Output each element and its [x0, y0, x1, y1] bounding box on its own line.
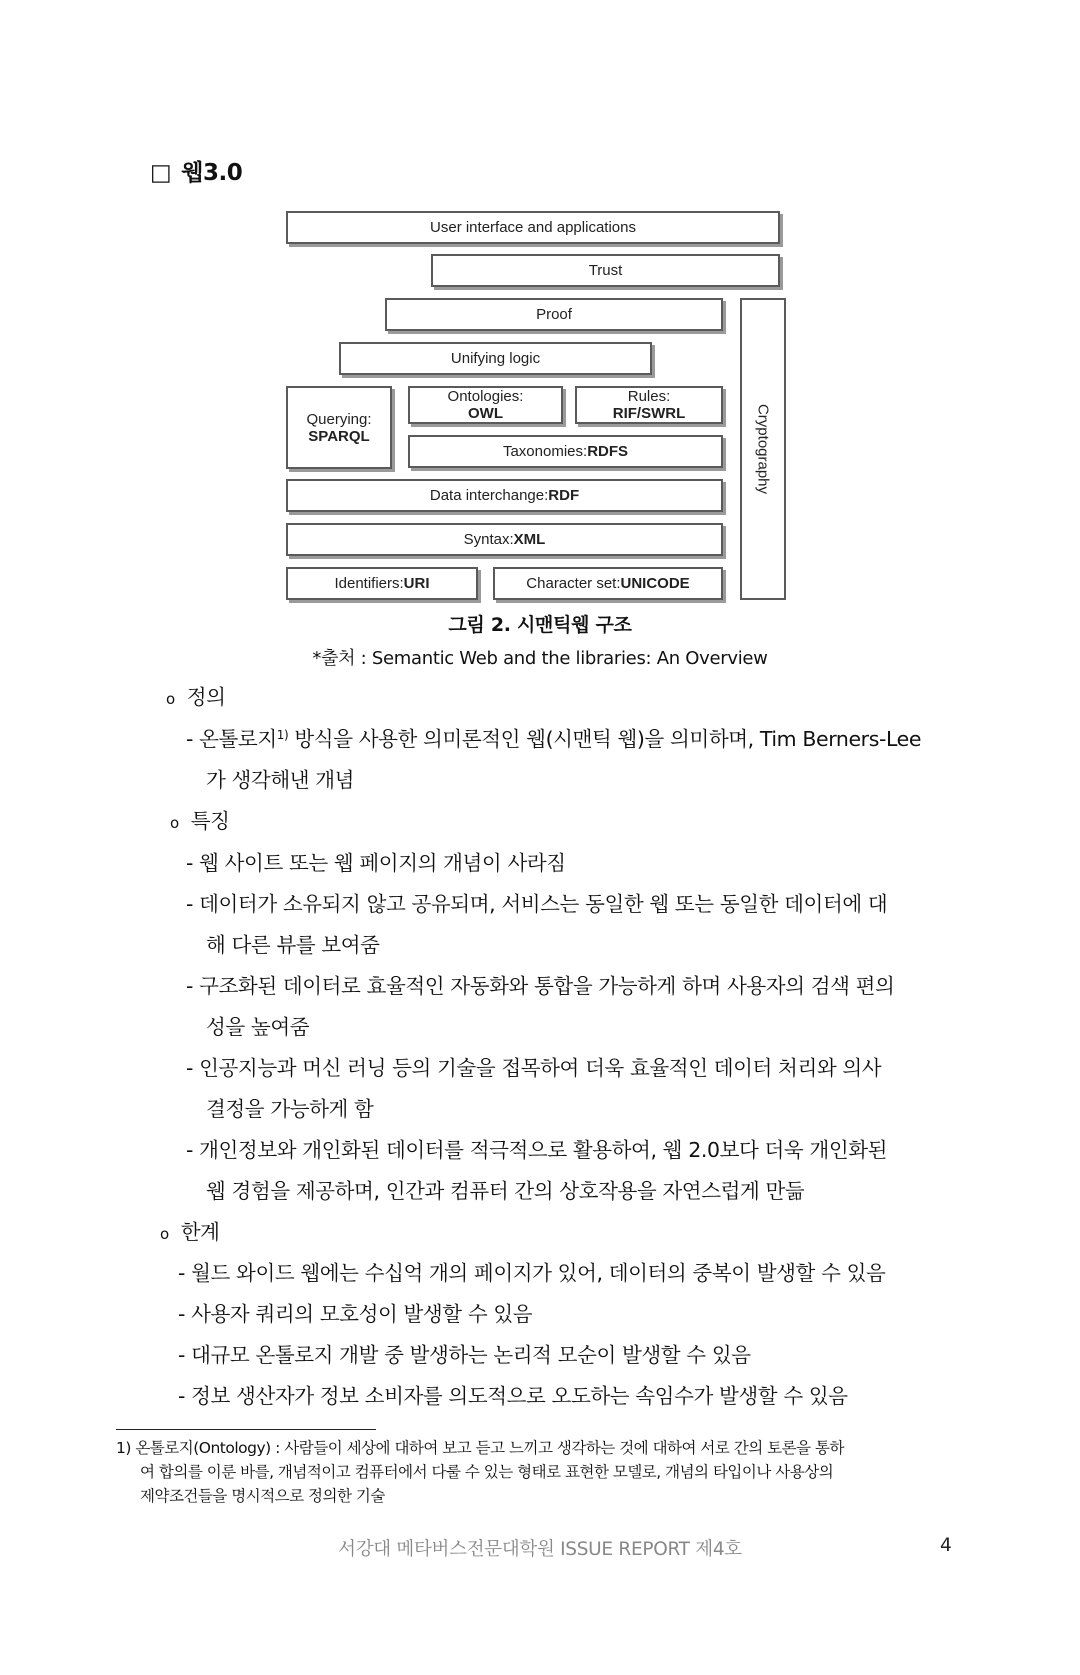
feature-line: 웹 경험을 제공하며, 인간과 컴퓨터 간의 상호작용을 자연스럽게 만듦 — [206, 1179, 805, 1203]
bullet-icon: o — [166, 690, 175, 708]
limits-title: 한계 — [180, 1220, 220, 1244]
section-title: 웹3.0 — [181, 160, 243, 186]
layer-querying — [286, 386, 392, 469]
section-heading — [150, 154, 242, 187]
layer-label: Taxonomies: — [502, 443, 588, 460]
layer-label: Proof — [536, 306, 572, 323]
feature-line: - 인공지능과 머신 러닝 등의 기술을 접목하여 더욱 효율적인 데이터 처리와 의사 — [186, 1056, 882, 1080]
limits-heading — [160, 1215, 220, 1245]
layer-label-vertical: Cryptography — [754, 403, 772, 495]
layer-label-bold: SPARQL — [308, 427, 370, 445]
layer-label-bold: XML — [513, 531, 546, 548]
limit-line: - 대규모 온톨로지 개발 중 발생하는 논리적 모순이 발생할 수 있음 — [178, 1343, 751, 1367]
checkbox-square-icon: □ — [150, 160, 172, 186]
layer-label-bold: OWL — [468, 405, 503, 422]
definition-text: - 온톨로지 — [186, 727, 277, 751]
layer-label: Unifying logic — [450, 350, 541, 367]
layer-label-bold: UNICODE — [620, 575, 690, 592]
layer-label: Ontologies: — [447, 388, 524, 405]
layer-label: Syntax: — [463, 531, 514, 548]
page-footer: 서강대 메타버스전문대학원 ISSUE REPORT 제4호 — [338, 1539, 742, 1560]
bullet-icon: o — [160, 1225, 169, 1243]
footnote-ref[interactable]: 1) — [276, 728, 289, 742]
layer-label: Querying: — [306, 410, 372, 428]
layer-label: Trust — [588, 262, 623, 279]
layer-character-set — [493, 567, 723, 600]
footnote-line: 제약조건들을 명시적으로 정의한 기술 — [140, 1487, 385, 1505]
feature-line: 해 다른 뷰를 보여줌 — [206, 933, 380, 957]
page-number: 4 — [940, 1535, 952, 1556]
layer-label: Identifiers: — [334, 575, 404, 592]
definition-line — [186, 722, 921, 752]
layer-user-interface — [286, 211, 780, 244]
footnote-line: 여 합의를 이룬 바를, 개념적이고 컴퓨터에서 다룰 수 있는 형태로 표현한 모델로, 개념의 타입이나 사용상의 — [140, 1463, 834, 1481]
layer-identifiers — [286, 567, 478, 600]
feature-line: 결정을 가능하게 함 — [206, 1097, 374, 1121]
footnote-line: 1) 온톨로지(Ontology) : 사람들이 세상에 대하여 보고 듣고 느끼고 생각하는 것에 대하여 서로 간의 토론을 통하 — [116, 1439, 844, 1457]
bullet-icon: o — [170, 814, 179, 832]
features-title: 특징 — [190, 809, 230, 833]
layer-trust — [431, 254, 780, 287]
feature-line: - 웹 사이트 또는 웹 페이지의 개념이 사라짐 — [186, 851, 566, 875]
limit-line: - 월드 와이드 웹에는 수십억 개의 페이지가 있어, 데이터의 중복이 발생할 수 있음 — [178, 1261, 886, 1285]
layer-label-bold: RDF — [548, 487, 580, 504]
layer-label: Rules: — [627, 388, 671, 405]
layer-ontologies — [408, 386, 563, 424]
feature-line: - 데이터가 소유되지 않고 공유되며, 서비스는 동일한 웹 또는 동일한 데이터에 대 — [186, 892, 888, 916]
layer-taxonomies — [408, 435, 723, 468]
definition-text: 방식을 사용한 의미론적인 웹(시맨틱 웹)을 의미하며, Tim Berners-Lee — [288, 727, 922, 751]
feature-line: 성을 높여줌 — [206, 1015, 310, 1039]
semantic-web-stack-figure — [286, 211, 788, 603]
feature-line: - 개인정보와 개인화된 데이터를 적극적으로 활용하여, 웹 2.0보다 더욱 개인화된 — [186, 1138, 888, 1162]
layer-rules — [575, 386, 723, 424]
feature-line: - 구조화된 데이터로 효율적인 자동화와 통합을 가능하게 하며 사용자의 검색 편의 — [186, 974, 895, 998]
figure-source: *출처 : Semantic Web and the libraries: An Overview — [312, 648, 768, 669]
layer-label: Data interchange: — [429, 487, 549, 504]
limit-line: - 정보 생산자가 정보 소비자를 의도적으로 오도하는 속임수가 발생할 수 있음 — [178, 1384, 848, 1408]
definition-line: 가 생각해낸 개념 — [206, 768, 355, 792]
layer-syntax — [286, 523, 723, 556]
layer-cryptography — [740, 298, 786, 600]
layer-label: User interface and applications — [430, 219, 636, 236]
layer-proof — [385, 298, 723, 331]
figure-caption: 그림 2. 시맨틱웹 구조 — [448, 614, 632, 636]
limit-line: - 사용자 쿼리의 모호성이 발생할 수 있음 — [178, 1302, 533, 1326]
definition-title: 정의 — [186, 685, 226, 709]
features-heading — [170, 804, 230, 834]
layer-data-interchange — [286, 479, 723, 512]
layer-unifying-logic — [339, 342, 652, 375]
layer-label-bold: RDFS — [587, 443, 629, 460]
layer-label-bold: RIF/SWRL — [612, 405, 686, 422]
layer-label-bold: URI — [403, 575, 430, 592]
definition-heading — [166, 680, 226, 710]
layer-label: Character set: — [526, 575, 621, 592]
footnote-divider — [116, 1429, 376, 1430]
